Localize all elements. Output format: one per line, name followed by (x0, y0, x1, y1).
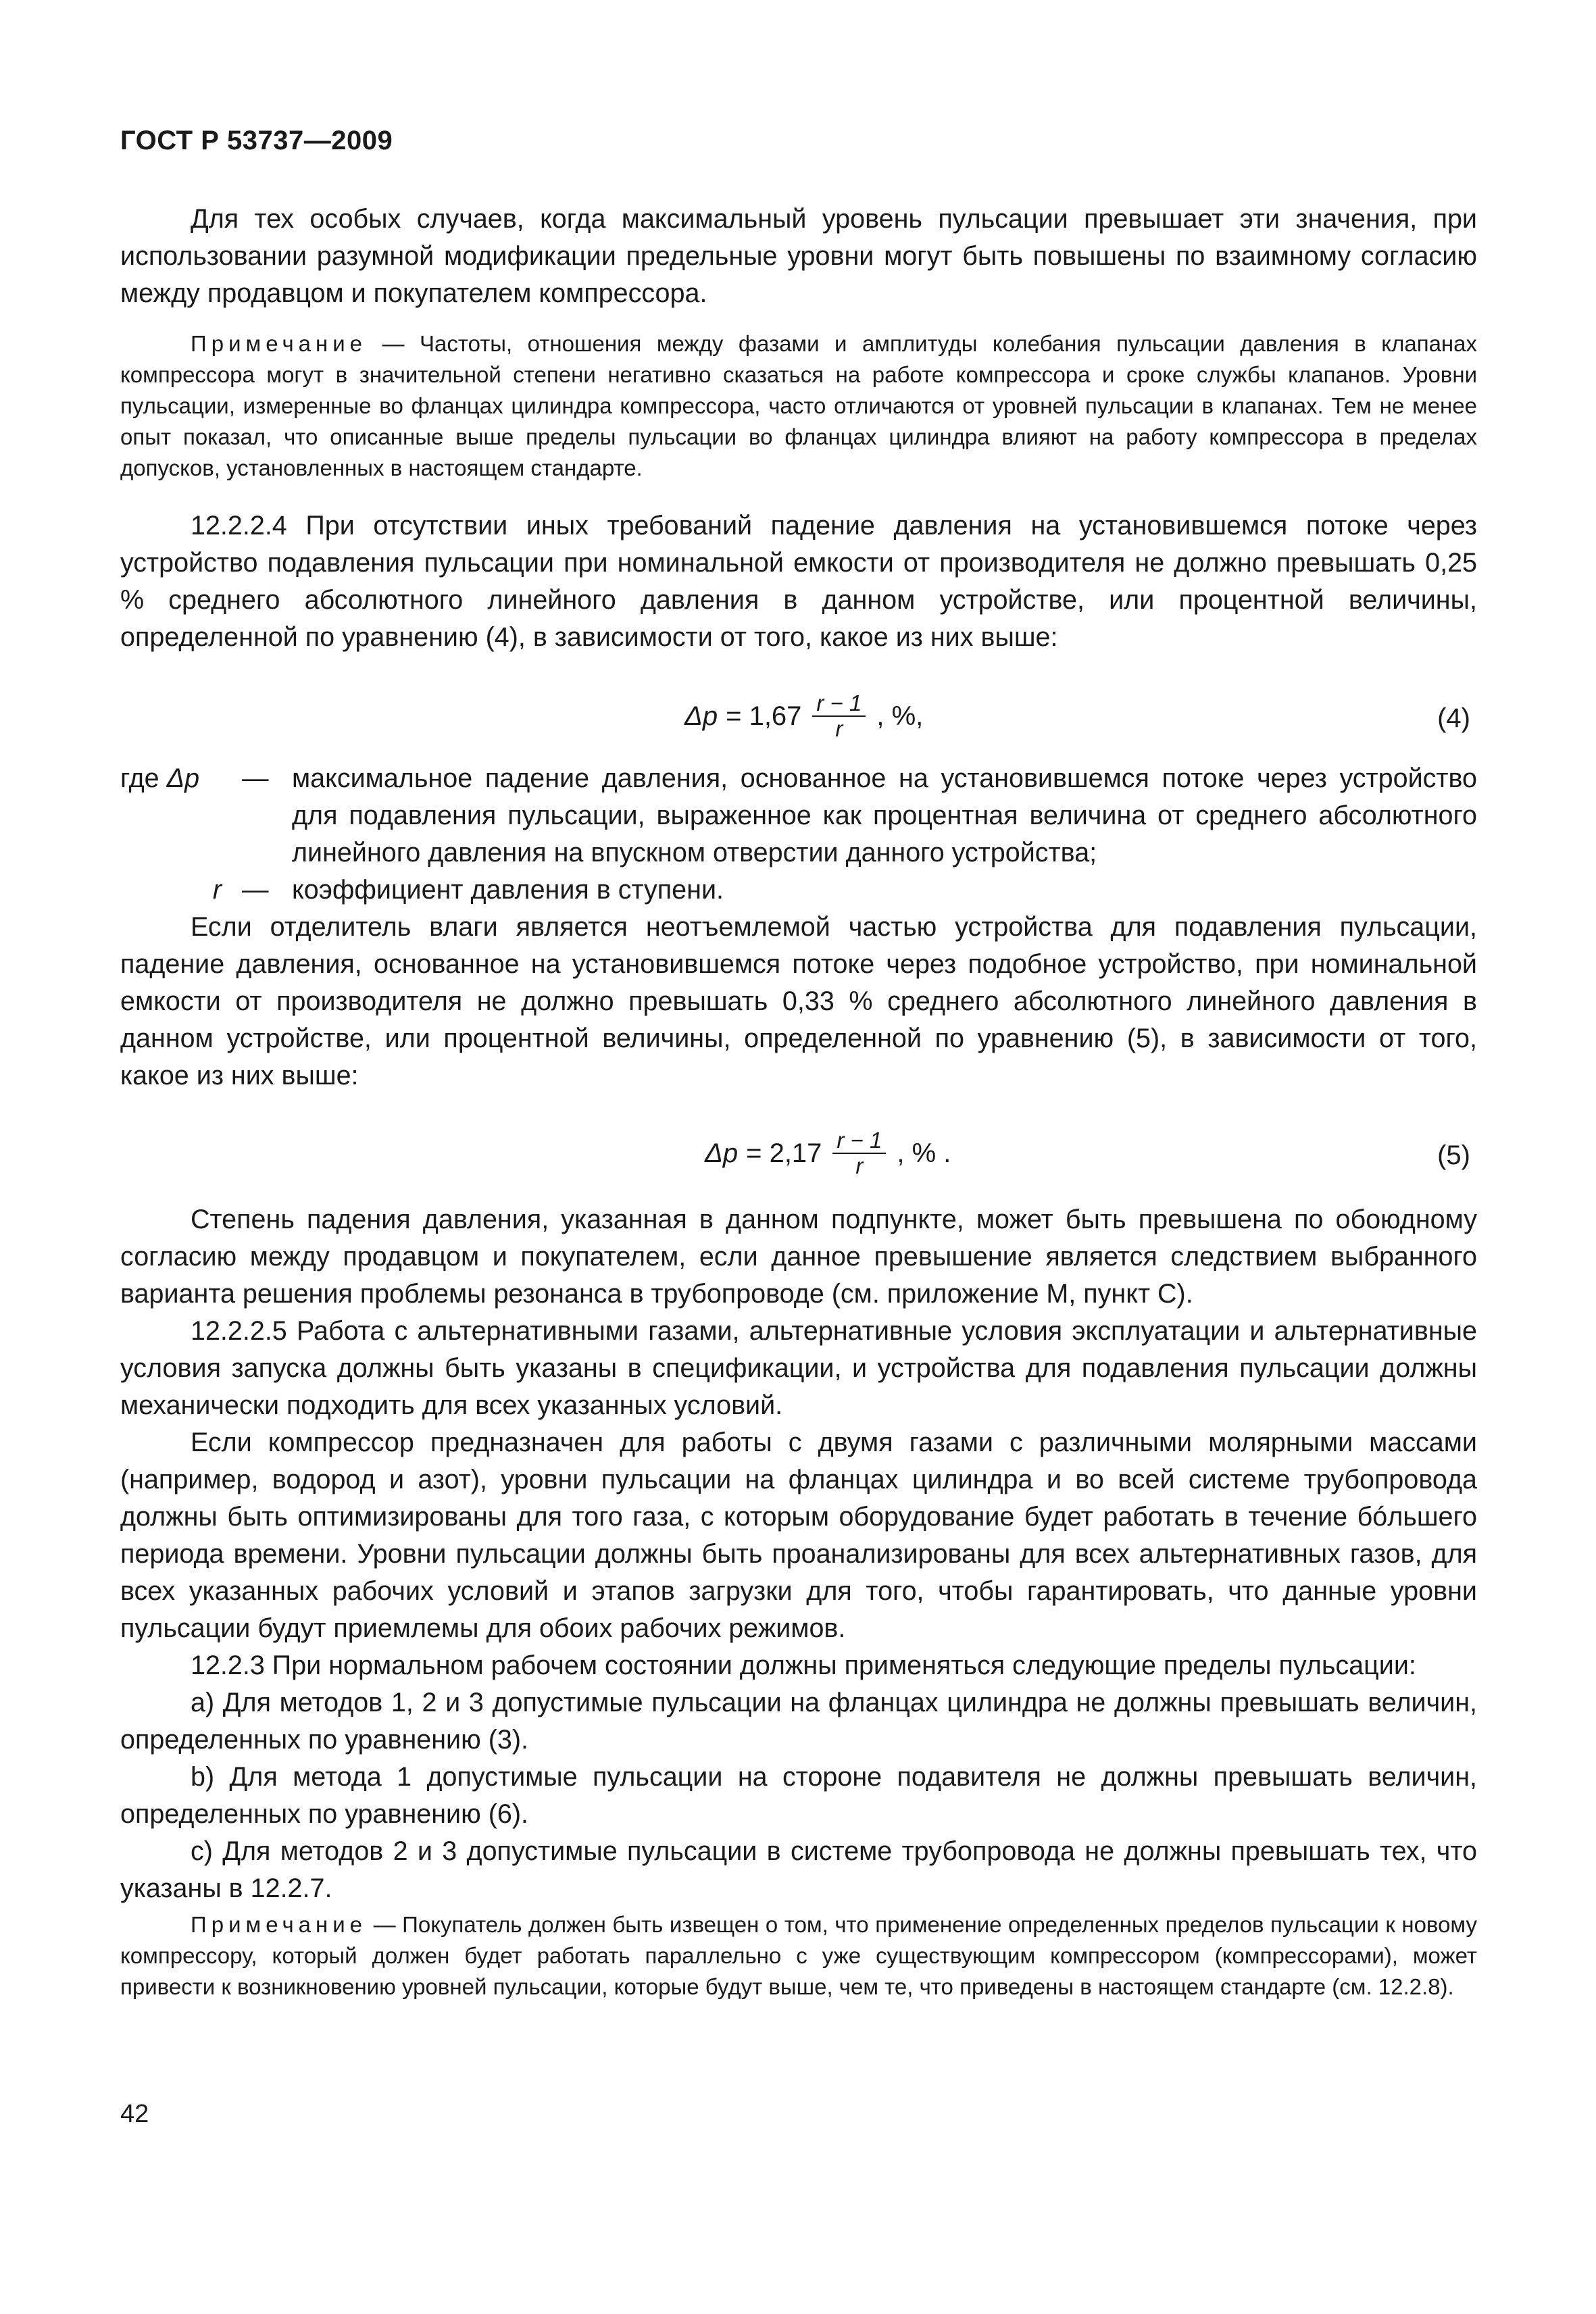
definition-item (120, 872, 1477, 909)
paragraph-text: 12.2.2.4 При отсутствии иных требований падение давления на установившемся потоке через устройство подавления пульсации при номинальной емкости от производителя не должно превышать 0,25 % среднего абсолютного линейного давления в данном устройстве, или процентной величины, определенной по уравнению (4), в зависимости от того, какое из них выше: (120, 511, 1477, 652)
fraction-numerator: r − 1 (832, 1128, 886, 1154)
paragraph-list-block (120, 1201, 1477, 1907)
paragraph-12-2-2-4 (120, 507, 1477, 656)
paragraph-text: 12.2.3 При нормальном рабочем состоянии должны применяться следующие пределы пульсации: (191, 1651, 1416, 1680)
formula-coefficient: = 2,17 (746, 1138, 822, 1168)
note-label: Примечание (191, 1912, 368, 1937)
note-2 (120, 1909, 1477, 2003)
paragraph-text: c) Для методов 2 и 3 допустимые пульсации в системе трубопровода не должны превышать тех, что указаны в 12.2.7. (120, 1836, 1477, 1903)
formula-number: (4) (1437, 703, 1470, 733)
paragraph-special-cases (120, 201, 1477, 312)
document-header: ГОСТ Р 53737—2009 (120, 126, 393, 155)
def-dash: — (242, 875, 269, 905)
definition-item (120, 760, 1477, 872)
formula-unit: , % . (897, 1138, 951, 1168)
note-text: — Частоты, отношения между фазами и амплитуды колебания пульсации давления в клапанах компрессора могут в значительной степени негативно сказаться на работе компрессора и сроке службы клапанов. Уровни пульсации, измеренные во фланцах цилиндра компрессора, часто отличаются от уровней пульсации в клапанах. Тем не менее опыт показал, что описанные выше пределы пульсации во фланцах цилиндра влияют на работу компрессора в пределах допусков, установленных в настоящем стандарте. (120, 331, 1477, 480)
note-text: — Покупатель должен быть извещен о том, что применение определенных пределов пульсации к новому компрессору, который должен будет работать параллельно с уже существующим компрессором (компрессорами), может привести к возникновению уровней пульсации, которые будут выше, чем те, что приведены в настоящем стандарте (см. 12.2.8). (120, 1912, 1477, 1999)
formula-coefficient: = 1,67 (726, 701, 802, 731)
def-text: максимальное падение давления, основанное на установившемся потоке через устройство для подавления пульсации, выраженное как процентная величина от среднего абсолютного линейного давления на впускном отверстии данного устройства; (292, 763, 1477, 867)
def-symbol: Δp (166, 763, 200, 793)
formula-lhs: Δp (705, 1138, 739, 1168)
definitions-list (120, 760, 1477, 909)
paragraph-moisture-separator (120, 909, 1477, 1095)
paragraph-text: Если компрессор предназначен для работы с двумя газами с различными молярными массами (например, водород и азот), уровни пульсации на фланцах цилиндра и во всей системе трубопровода должны быть оптимизированы для того газа, с которым оборудование будет работать в течение бóльшего периода времени. Уровни пульсации должны быть проанализированы для всех альтернативных газов, для всех указанных рабочих условий и этапов загрузки для того, чтобы гарантировать, что данные уровни пульсации будут приемлемы для обоих рабочих режимов. (120, 1428, 1477, 1643)
fraction-denominator: r (835, 716, 843, 741)
formula-4 (120, 678, 1477, 745)
paragraph-text: b) Для метода 1 допустимые пульсации на стороне подавителя не должны превышать величин, определенных по уравнению (6). (120, 1762, 1477, 1829)
fraction-numerator: r − 1 (812, 691, 866, 717)
paragraph-text: a) Для методов 1, 2 и 3 допустимые пульсации на фланцах цилиндра не должны превышать величин, определенных по уравнению (3). (120, 1688, 1477, 1755)
paragraph-text: 12.2.2.5 Работа с альтернативными газами, альтернативные условия эксплуатации и альтернативные условия запуска должны быть указаны в спецификации, и устройства для подавления пульсации должны механически подходить для всех указанных условий. (120, 1316, 1477, 1420)
def-symbol: r (212, 875, 222, 905)
paragraph-text: Если отделитель влаги является неотъемлемой частью устройства для подавления пульсации, падение давления, основанное на установившемся потоке через подобное устройство, при номинальной емкости от производителя не должно превышать 0,33 % среднего абсолютного линейного давления в данном устройстве, или процентной величины, определенной по уравнению (5), в зависимости от того, какое из них выше: (120, 912, 1477, 1090)
formula-unit: , %, (876, 701, 924, 731)
def-dash: — (242, 763, 269, 793)
paragraph-text: Для тех особых случаев, когда максимальный уровень пульсации превышает эти значения, при использовании разумной модификации предельные уровни могут быть повышены по взаимному согласию между продавцом и покупателем компрессора. (120, 204, 1477, 308)
formula-number: (5) (1437, 1140, 1470, 1170)
formula-lhs: Δp (684, 701, 718, 731)
page-number: 42 (120, 2100, 149, 2128)
def-prefix: где (120, 763, 159, 793)
fraction-denominator: r (855, 1153, 864, 1178)
formula-fraction (832, 1128, 886, 1178)
formula-5 (120, 1115, 1477, 1182)
def-text: коэффициент давления в ступени. (292, 875, 724, 905)
note-1 (120, 328, 1477, 484)
note-label: Примечание (191, 331, 368, 356)
formula-fraction (812, 691, 866, 741)
paragraph-text: Степень падения давления, указанная в данном подпункте, может быть превышена по обоюдному согласию между продавцом и покупателем, если данное превышение является следствием выбранного варианта решения проблемы резонанса в трубопроводе (см. приложение М, пункт С). (120, 1205, 1477, 1309)
